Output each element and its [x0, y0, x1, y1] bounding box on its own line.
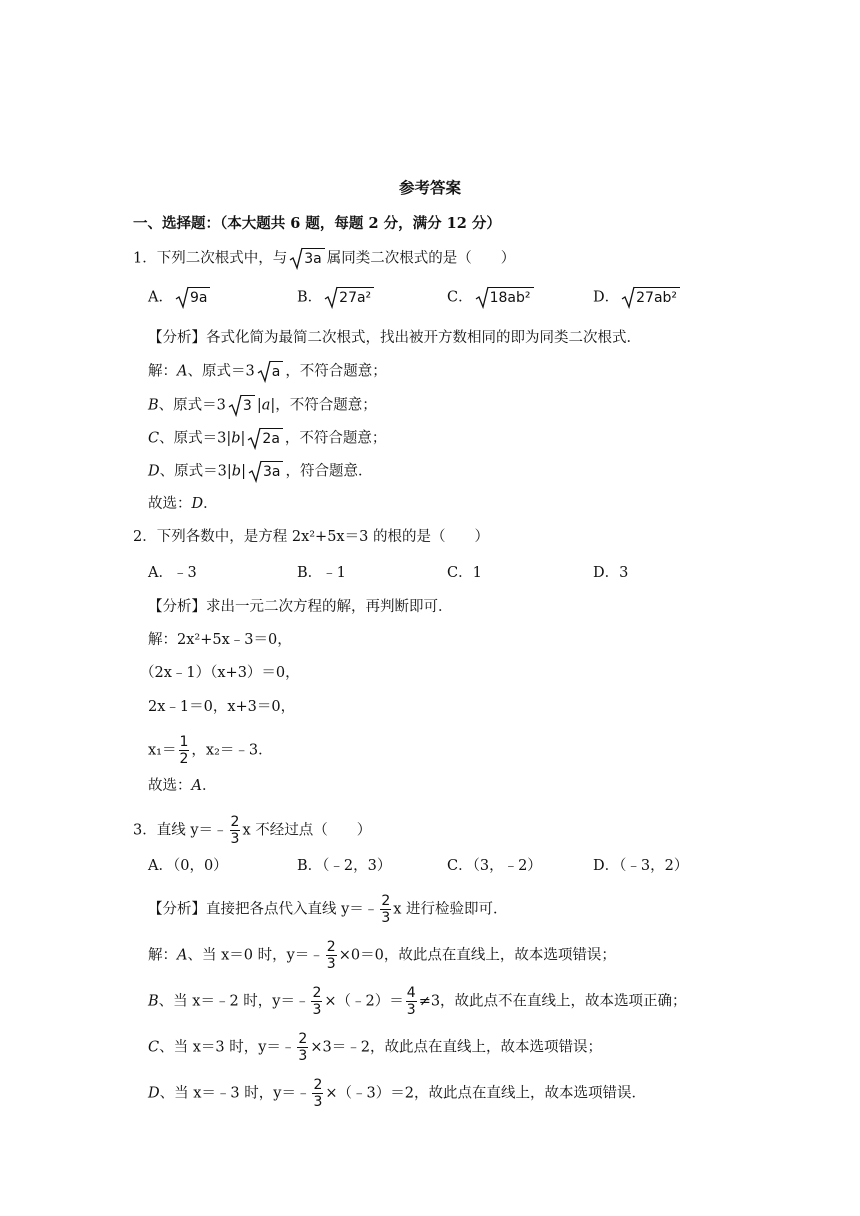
q1-solution-b: B、原式＝3 3 |a|，不符合题意； [148, 395, 377, 416]
q2-option-d: D．3 [593, 565, 629, 581]
q3-analysis: 【分析】直接把各点代入直线 y＝﹣ $\frac{2}{3}$ x 进行检验即可． [148, 893, 508, 926]
q2-step-1: 解：2x²+5x﹣3＝0， [148, 632, 292, 648]
q3-solution-a: 解：A、当 x＝0 时，y＝﹣ $\frac{2}{3}$ ×0＝0，故此点在直线上，故本选项错误； [148, 939, 616, 972]
page-title: 参考答案 [398, 178, 461, 197]
fraction: $\frac{1}{2}$ [179, 734, 189, 767]
q1-option-a: A． 9a [148, 287, 212, 308]
q3-solution-c: C、当 x＝3 时，y＝﹣ $\frac{2}{3}$ ×3＝﹣2，故此点在直线上，故本选项错误； [148, 1031, 602, 1064]
q3-solution-d: D、当 x＝﹣3 时，y＝﹣ $\frac{2}{3}$ ×（﹣3）＝2，故此点在直线上，故本选项错误． [148, 1077, 646, 1110]
question-1-stem [133, 248, 515, 269]
q2-step-2: （2x﹣1）（x+3）＝0， [140, 665, 300, 681]
q1-option-d: D． 27ab² [593, 287, 682, 308]
question-3-stem: 3．直线 y＝﹣ $\frac{2}{3}$ x 不经过点（ ） [133, 814, 372, 847]
q1-solution-d: D、原式＝3|b| 3a ，符合题意． [148, 461, 372, 482]
q1-solution-a: 解：A、原式＝3 a ，不符合题意； [148, 361, 387, 382]
question-2-stem: 2．下列各数中，是方程 2x²+5x＝3 的根的是（ ） [133, 529, 489, 545]
q1-answer: 故选：D． [148, 496, 218, 512]
q3-option-a: A．（0，0） [148, 858, 228, 874]
q3-option-b: B．（﹣2，3） [297, 858, 392, 874]
q1-option-c: C． 18ab² [447, 287, 536, 308]
q3-solution-b: B、当 x＝﹣2 时，y＝﹣ $\frac{2}{3}$ ×（﹣2）＝ $\frac{4}{3}$ ≠3，故此点不在直线上，故本选项正确； [148, 985, 687, 1018]
q3-option-d: D．（﹣3，2） [593, 858, 689, 874]
q2-answer: 故选：A． [148, 778, 217, 794]
q1-number: 1． [133, 250, 157, 267]
q2-step-4: x₁＝ $\frac{1}{2}$ ，x₂＝﹣3． [148, 734, 273, 767]
q1-analysis: 【分析】各式化简为最简二次根式，找出被开方数相同的即为同类二次根式． [148, 330, 641, 346]
q2-option-a: A．﹣3 [148, 565, 197, 581]
q1-post: 属同类二次根式的是（ ） [326, 250, 516, 267]
q1-solution-c: C、原式＝3|b| 2a ，不符合题意； [148, 428, 386, 449]
q1-option-b: B． 27a² [297, 287, 376, 308]
q2-step-3: 2x﹣1＝0，x+3＝0， [148, 699, 296, 715]
q2-option-b: B．﹣1 [297, 565, 346, 581]
section-heading: 一、选择题：（本大题共 6 题，每题 2 分，满分 12 分） [133, 215, 501, 232]
q1-pre: 下列二次根式中，与 [156, 250, 288, 267]
q2-analysis: 【分析】求出一元二次方程的解，再判断即可． [148, 599, 453, 615]
fraction: $\frac{2}{3}$ [230, 814, 240, 847]
radical: 3a [289, 248, 325, 269]
q3-option-c: C．（3，﹣2） [447, 858, 542, 874]
q2-option-c: C．1 [447, 565, 482, 581]
